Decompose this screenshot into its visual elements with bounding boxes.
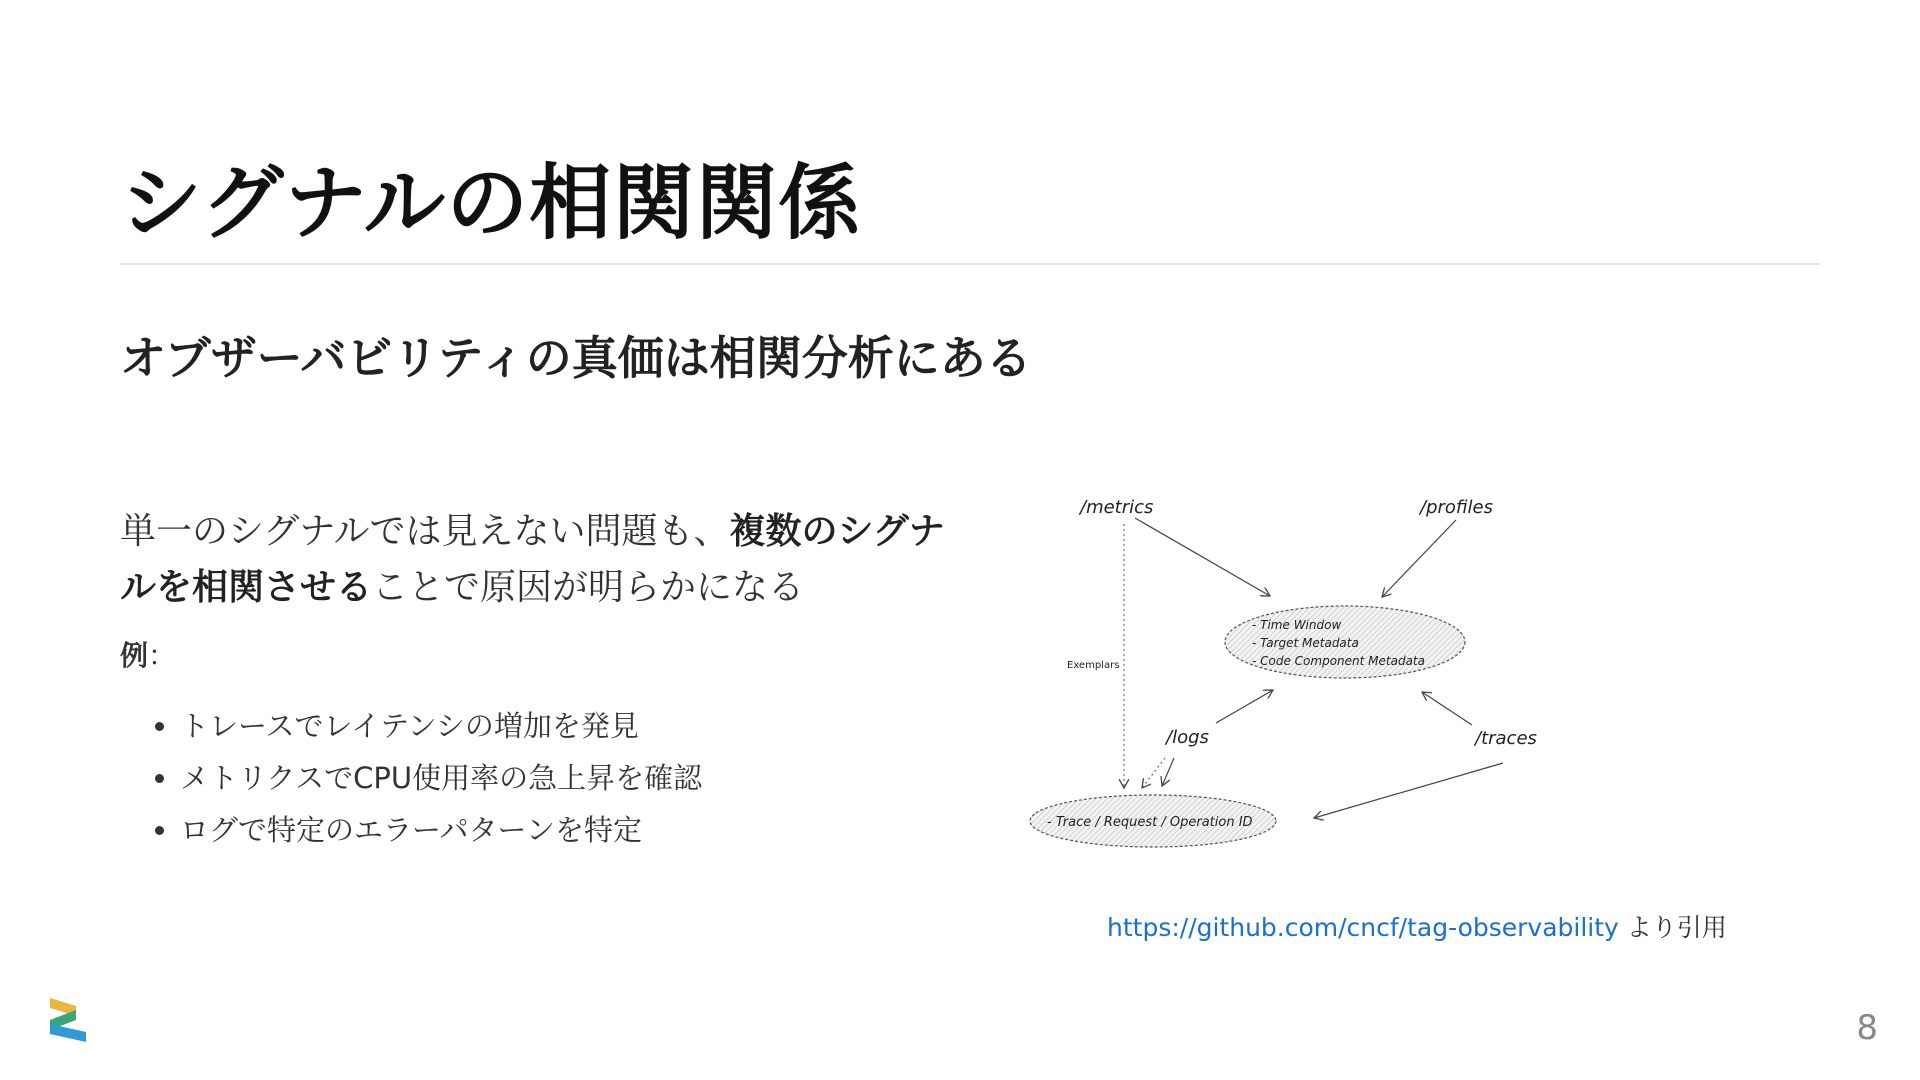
logo-stripe-blue: [50, 1024, 86, 1042]
context-item: - Time Window: [1252, 618, 1342, 632]
example-label: [120, 634, 176, 674]
slide-title: シグナルの相関関係: [120, 156, 862, 251]
brand-logo-icon: [46, 992, 92, 1044]
exemplars-label: Exemplars: [1067, 660, 1120, 671]
page-number: 8: [1856, 1008, 1878, 1048]
profiles-to-context-arrow: [1382, 520, 1456, 597]
example-label-colon: ：: [148, 639, 177, 672]
example-list: [120, 700, 702, 856]
signal-correlation-diagram: [990, 480, 1590, 860]
citation: [1107, 908, 1727, 944]
body-text-part2: ことで原因が明らかになる: [372, 567, 805, 608]
citation-suffix: より引用: [1618, 913, 1727, 942]
example-item: • ログで特定のエラーパターンを特定: [180, 804, 702, 856]
example-item: • トレースでレイテンシの増加を発見: [180, 700, 702, 752]
citation-link[interactable]: https://github.com/cncf/tag-observability: [1107, 913, 1619, 942]
logs-dotted-arrow: [1142, 758, 1165, 788]
logs-to-trace-id-arrow: [1162, 758, 1174, 786]
logs-to-context-arrow: [1216, 690, 1273, 723]
body-paragraph: [120, 504, 970, 616]
example-label-text: 例: [120, 639, 149, 672]
context-item: - Target Metadata: [1252, 636, 1359, 650]
context-item: - Code Component Metadata: [1252, 654, 1425, 668]
traces-label: /traces: [1475, 728, 1537, 749]
profiles-label: /profiles: [1420, 497, 1493, 518]
body-text-bold: 複数のシグナルを相関させる: [120, 511, 945, 608]
traces-to-context-arrow: [1422, 692, 1472, 725]
metrics-to-context-arrow: [1135, 518, 1270, 596]
traces-to-trace-id-arrow: [1314, 763, 1503, 818]
trace-id-item: - Trace / Request / Operation ID: [1047, 815, 1253, 830]
body-text-part1: 単一のシグナルでは見えない問題も、: [120, 511, 730, 552]
example-item: • メトリクスでCPU使用率の急上昇を確認: [180, 752, 702, 804]
metrics-label: /metrics: [1080, 497, 1154, 518]
logs-label: /logs: [1166, 727, 1209, 748]
title-divider: [120, 263, 1820, 265]
slide-subtitle: オブザーバビリティの真価は相関分析にある: [120, 331, 1032, 385]
